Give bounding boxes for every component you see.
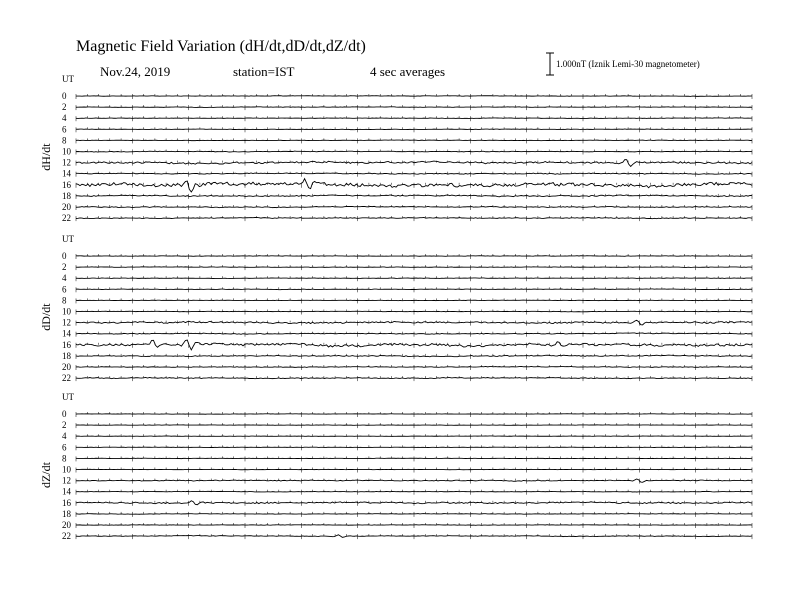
minute-ticks bbox=[76, 276, 752, 281]
hour-tick-label: 0 bbox=[62, 251, 67, 261]
hour-tick-label: 10 bbox=[62, 146, 71, 157]
hour-tick-label: 10 bbox=[62, 306, 71, 317]
scale-bar bbox=[546, 53, 554, 75]
hour-tick-label: 6 bbox=[62, 124, 67, 135]
hour-tick-label: 6 bbox=[62, 442, 67, 453]
component-label: dH/dt bbox=[39, 143, 53, 171]
hour-tick-label: 0 bbox=[62, 91, 67, 101]
minute-ticks bbox=[76, 127, 752, 132]
hour-tick-label: 8 bbox=[62, 135, 67, 146]
trace-line bbox=[76, 491, 752, 492]
minute-ticks bbox=[76, 138, 752, 143]
minute-ticks bbox=[76, 343, 752, 348]
hour-tick-label: 2 bbox=[62, 420, 67, 431]
hour-tick-label: 16 bbox=[62, 179, 71, 190]
ut-axis-label: UT bbox=[62, 234, 74, 244]
chart-title: Magnetic Field Variation (dH/dt,dD/dt,dZ/dt) bbox=[76, 38, 366, 55]
hour-tick-label: 2 bbox=[62, 102, 67, 113]
trace-line bbox=[76, 469, 752, 470]
trace-line bbox=[76, 267, 752, 268]
hour-tick-label: 4 bbox=[62, 431, 67, 442]
date-label: Nov.24, 2019 bbox=[100, 64, 171, 79]
component-label: dZ/dt bbox=[39, 462, 53, 489]
hour-tick-label: 16 bbox=[62, 497, 71, 508]
hour-tick-label: 18 bbox=[62, 350, 71, 361]
hour-tick-label: 6 bbox=[62, 284, 67, 295]
scale-bar-label: 1.000nT (Iznik Lemi-30 magnetometer) bbox=[556, 59, 700, 69]
ut-axis-label: UT bbox=[62, 392, 74, 402]
panel-dhdt bbox=[39, 74, 752, 223]
hour-tick-label: 12 bbox=[62, 475, 71, 486]
minute-ticks bbox=[76, 254, 752, 259]
trace-line bbox=[76, 129, 752, 130]
hour-tick-label: 8 bbox=[62, 295, 67, 306]
hour-tick-label: 14 bbox=[62, 328, 71, 339]
panel-dzdt bbox=[39, 392, 752, 541]
station-label: station=IST bbox=[233, 64, 295, 79]
hour-tick-label: 22 bbox=[62, 213, 71, 224]
trace-line bbox=[76, 414, 752, 415]
trace-line bbox=[76, 256, 752, 257]
panel-dddt bbox=[39, 234, 752, 383]
hour-tick-label: 18 bbox=[62, 190, 71, 201]
trace-line bbox=[76, 300, 752, 301]
hour-tick-label: 12 bbox=[62, 317, 71, 328]
hour-tick-label: 14 bbox=[62, 486, 71, 497]
trace-line bbox=[76, 311, 752, 312]
hour-tick-label: 2 bbox=[62, 262, 67, 273]
minute-ticks bbox=[76, 332, 752, 337]
minute-ticks bbox=[76, 534, 752, 539]
trace-line bbox=[76, 278, 752, 279]
hour-tick-label: 10 bbox=[62, 464, 71, 475]
trace-line bbox=[76, 514, 752, 515]
trace-line bbox=[76, 525, 752, 526]
hour-tick-label: 12 bbox=[62, 157, 71, 168]
hour-tick-label: 4 bbox=[62, 273, 67, 284]
hour-tick-label: 0 bbox=[62, 409, 67, 419]
hour-tick-label: 22 bbox=[62, 373, 71, 384]
minute-ticks bbox=[76, 512, 752, 517]
trace-line bbox=[76, 96, 752, 97]
ut-axis-label: UT bbox=[62, 74, 74, 84]
hour-tick-label: 16 bbox=[62, 339, 71, 350]
trace-line bbox=[76, 118, 752, 119]
hour-tick-label: 20 bbox=[62, 362, 71, 372]
hour-tick-label: 18 bbox=[62, 508, 71, 519]
component-label: dD/dt bbox=[39, 303, 53, 331]
hour-tick-label: 22 bbox=[62, 531, 71, 542]
hour-tick-label: 8 bbox=[62, 453, 67, 464]
hour-tick-label: 14 bbox=[62, 168, 71, 179]
minute-ticks bbox=[76, 445, 752, 450]
hour-tick-label: 4 bbox=[62, 113, 67, 124]
averaging-label: 4 sec averages bbox=[370, 64, 446, 79]
trace-line bbox=[76, 151, 752, 152]
hour-tick-label: 20 bbox=[62, 202, 71, 212]
trace-line bbox=[76, 140, 752, 141]
hour-tick-label: 20 bbox=[62, 520, 71, 530]
minute-ticks bbox=[76, 490, 752, 495]
